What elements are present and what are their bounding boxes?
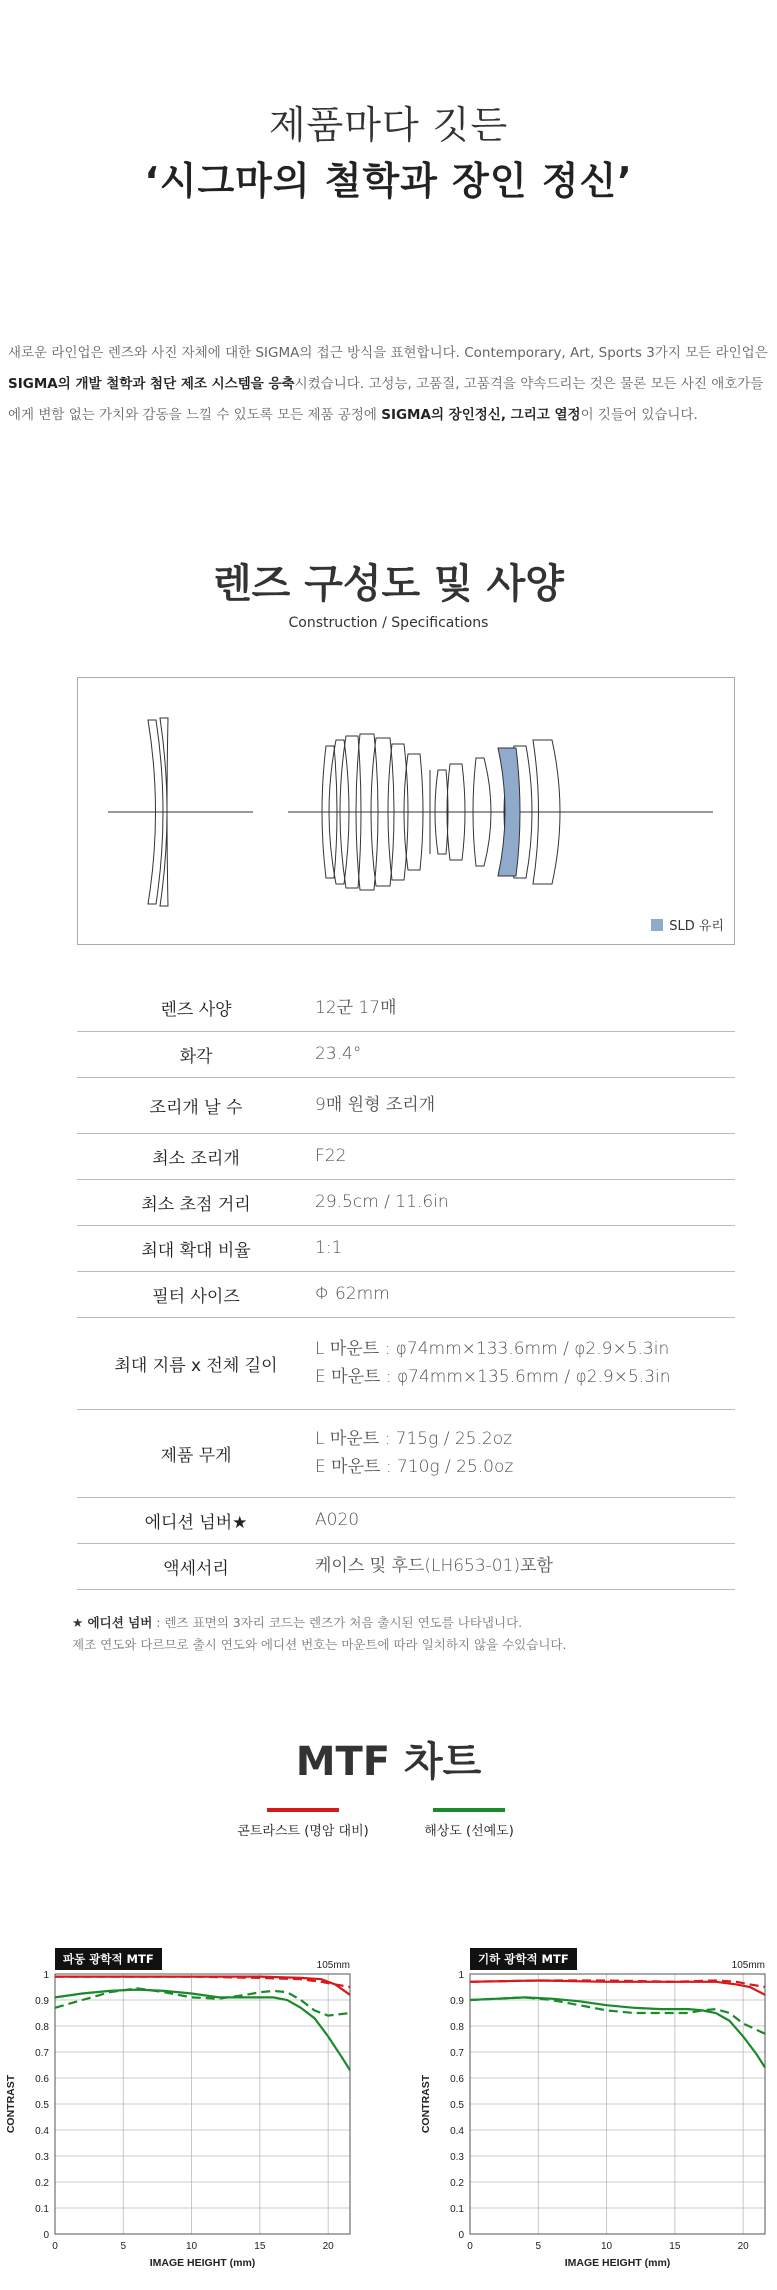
x-tick-label: 0 bbox=[467, 2241, 473, 2252]
x-axis-label: IMAGE HEIGHT (mm) bbox=[564, 2257, 671, 2269]
spec-value-line: L 마운트 : 715g / 25.2oz bbox=[315, 1429, 513, 1449]
y-tick-label: 1 bbox=[458, 1970, 464, 1981]
y-tick-label: 0.1 bbox=[450, 2204, 464, 2215]
spec-value-line: 케이스 및 후드(LH653-01)포함 bbox=[315, 1556, 553, 1576]
spec-value bbox=[315, 1179, 735, 1225]
spec-label: 에디션 넘버★ bbox=[144, 1512, 248, 1533]
y-tick-label: 0.8 bbox=[450, 2022, 464, 2033]
spec-value bbox=[315, 1031, 735, 1077]
spec-value-line: 12군 17매 bbox=[315, 997, 397, 1018]
resolution-line-swatch bbox=[433, 1808, 505, 1812]
y-tick-label: 0.3 bbox=[35, 2152, 49, 2163]
y-tick-label: 0 bbox=[458, 2230, 464, 2241]
spec-row bbox=[77, 1225, 735, 1271]
spec-row bbox=[77, 1317, 735, 1409]
spec-label: 최소 초점 거리 bbox=[141, 1194, 251, 1215]
footnote-line-2: 제조 연도와 다르므로 출시 연도와 에디션 번호는 마운트에 따라 일치하지 않을 수있습니다. bbox=[72, 1637, 567, 1652]
mtf-series-line bbox=[470, 1981, 765, 1995]
footnote-bold: ★ 에디션 넘버 bbox=[72, 1615, 153, 1630]
spec-row bbox=[77, 1077, 735, 1133]
y-tick-label: 0.9 bbox=[450, 1996, 464, 2007]
y-tick-label: 0.1 bbox=[35, 2204, 49, 2215]
x-tick-label: 5 bbox=[120, 2241, 127, 2252]
y-tick-label: 0.2 bbox=[450, 2178, 464, 2189]
spec-label: 최소 조리개 bbox=[152, 1148, 240, 1169]
mtf-legend-resolution bbox=[404, 1808, 534, 1839]
spec-row bbox=[77, 1409, 735, 1497]
spec-table bbox=[77, 985, 735, 1590]
spec-value bbox=[315, 985, 735, 1031]
construction-subtitle: Construction / Specifications bbox=[288, 615, 489, 631]
spec-value-line: 1:1 bbox=[315, 1238, 343, 1258]
focal-length-label: 105mm bbox=[316, 1960, 350, 1971]
spec-value bbox=[315, 1077, 735, 1133]
y-tick-label: 0.7 bbox=[35, 2048, 49, 2059]
sld-legend-label: SLD 유리 bbox=[669, 919, 724, 934]
intro-bold-1: SIGMA의 개발 철학과 첨단 제조 시스템을 응축 bbox=[8, 376, 295, 392]
x-tick-label: 15 bbox=[254, 2241, 266, 2252]
spec-row bbox=[77, 1271, 735, 1317]
intro-paragraph bbox=[8, 338, 770, 431]
y-tick-label: 0.9 bbox=[35, 1996, 49, 2007]
y-tick-label: 0.6 bbox=[450, 2074, 464, 2085]
y-tick-label: 0.5 bbox=[450, 2100, 464, 2111]
spec-value-line: 29.5cm / 11.6in bbox=[315, 1192, 449, 1212]
x-tick-label: 15 bbox=[669, 2241, 681, 2252]
y-tick-label: 0.6 bbox=[35, 2074, 49, 2085]
y-tick-label: 0.4 bbox=[450, 2126, 464, 2137]
spec-value bbox=[315, 1133, 735, 1179]
spec-value-line: L 마운트 : φ74mm×133.6mm / φ2.9×5.3in bbox=[315, 1339, 670, 1359]
intro-text-2: 시켰습니다. 고성능, 고품질, 고품격을 약속드리는 것은 물론 모든 사진 애호가들에게 변함 없는 가치와 감동을 느낄 수 있도록 모든 제품 공정에 bbox=[8, 376, 764, 423]
mtf-series-line bbox=[470, 1997, 765, 2067]
mtf-legend-contrast-label: 콘트라스트 (명암 대비) bbox=[237, 1824, 369, 1839]
chart-title: 파동 광학적 MTF bbox=[55, 1948, 162, 1970]
spec-value-line: Φ 62mm bbox=[315, 1284, 390, 1304]
spec-label: 렌즈 사양 bbox=[160, 1000, 232, 1021]
mtf-chart-wave bbox=[0, 1948, 370, 2278]
intro-text-1: 새로운 라인업은 렌즈와 사진 자체에 대한 SIGMA의 접근 방식을 표현합니다. Contemporary, Art, Sports 3가지 모든 라인업은 bbox=[8, 345, 768, 361]
spec-value bbox=[315, 1271, 735, 1317]
lens-construction-diagram bbox=[77, 677, 735, 945]
x-tick-label: 20 bbox=[322, 2241, 334, 2252]
x-tick-label: 10 bbox=[186, 2241, 198, 2252]
y-tick-label: 0.5 bbox=[35, 2100, 49, 2111]
y-axis-label: CONTRAST bbox=[420, 2074, 432, 2134]
mtf-legend-contrast bbox=[228, 1808, 378, 1839]
mtf-series-line bbox=[55, 1990, 350, 2071]
footnote-line-1: : 렌즈 표면의 3자리 코드는 렌즈가 처음 출시된 연도를 나타냅니다. bbox=[152, 1615, 523, 1630]
y-tick-label: 0.7 bbox=[450, 2048, 464, 2059]
spec-value bbox=[315, 1543, 735, 1589]
spec-label: 최대 확대 비율 bbox=[141, 1240, 251, 1261]
spec-value-line: F22 bbox=[315, 1146, 347, 1166]
intro-bold-2: SIGMA의 장인정신, 그리고 열정 bbox=[381, 407, 581, 423]
y-tick-label: 0.8 bbox=[35, 2022, 49, 2033]
spec-label: 조리개 날 수 bbox=[149, 1097, 243, 1118]
spec-value-line: E 마운트 : 710g / 25.0oz bbox=[315, 1457, 514, 1477]
x-tick-label: 20 bbox=[737, 2241, 749, 2252]
sld-swatch bbox=[651, 919, 663, 931]
spec-row bbox=[77, 1497, 735, 1543]
chart-title: 기하 광학적 MTF bbox=[470, 1948, 577, 1970]
y-tick-label: 0.2 bbox=[35, 2178, 49, 2189]
spec-row bbox=[77, 985, 735, 1031]
hero-line-2: ‘시그마의 철학과 장인 정신’ bbox=[144, 159, 633, 203]
mtf-chart-wave-svg bbox=[0, 1948, 370, 2278]
y-tick-label: 0 bbox=[43, 2230, 49, 2241]
spec-row bbox=[77, 1543, 735, 1589]
sld-legend bbox=[651, 915, 724, 934]
focal-length-label: 105mm bbox=[731, 1960, 765, 1971]
spec-label: 액세서리 bbox=[163, 1558, 229, 1579]
spec-value-line: 9매 원형 조리개 bbox=[315, 1095, 436, 1115]
spec-value bbox=[315, 1317, 735, 1409]
spec-value-line: E 마운트 : φ74mm×135.6mm / φ2.9×5.3in bbox=[315, 1367, 671, 1387]
spec-label: 필터 사이즈 bbox=[152, 1286, 240, 1307]
x-axis-label: IMAGE HEIGHT (mm) bbox=[149, 2257, 256, 2269]
hero-line-1: 제품마다 깃든 bbox=[268, 103, 509, 147]
spec-row bbox=[77, 1133, 735, 1179]
spec-label: 화각 bbox=[179, 1046, 213, 1067]
spec-label: 제품 무게 bbox=[160, 1445, 232, 1466]
spec-value bbox=[315, 1225, 735, 1271]
mtf-title: MTF 차트 bbox=[295, 1739, 482, 1785]
spec-row bbox=[77, 1031, 735, 1077]
lens-diagram-svg bbox=[78, 678, 736, 946]
x-tick-label: 5 bbox=[535, 2241, 542, 2252]
y-tick-label: 1 bbox=[43, 1970, 49, 1981]
x-tick-label: 0 bbox=[52, 2241, 58, 2252]
hero-heading bbox=[0, 100, 777, 212]
spec-label: 최대 지름 x 전체 길이 bbox=[114, 1355, 278, 1376]
construction-title: 렌즈 구성도 및 사양 bbox=[213, 561, 564, 607]
spec-value-line: 23.4° bbox=[315, 1044, 362, 1064]
mtf-legend-resolution-label: 해상도 (선예도) bbox=[424, 1824, 514, 1839]
contrast-line-swatch bbox=[267, 1808, 339, 1812]
x-tick-label: 10 bbox=[601, 2241, 613, 2252]
y-axis-label: CONTRAST bbox=[5, 2074, 17, 2134]
spec-value bbox=[315, 1409, 735, 1497]
y-tick-label: 0.3 bbox=[450, 2152, 464, 2163]
spec-value bbox=[315, 1497, 735, 1543]
mtf-chart-geometric-svg bbox=[415, 1948, 777, 2278]
y-tick-label: 0.4 bbox=[35, 2126, 49, 2137]
edition-footnote bbox=[72, 1612, 762, 1656]
intro-text-3: 이 깃들어 있습니다. bbox=[580, 407, 698, 423]
mtf-chart-geometric bbox=[415, 1948, 777, 2278]
spec-row bbox=[77, 1179, 735, 1225]
spec-value-line: A020 bbox=[315, 1510, 360, 1530]
